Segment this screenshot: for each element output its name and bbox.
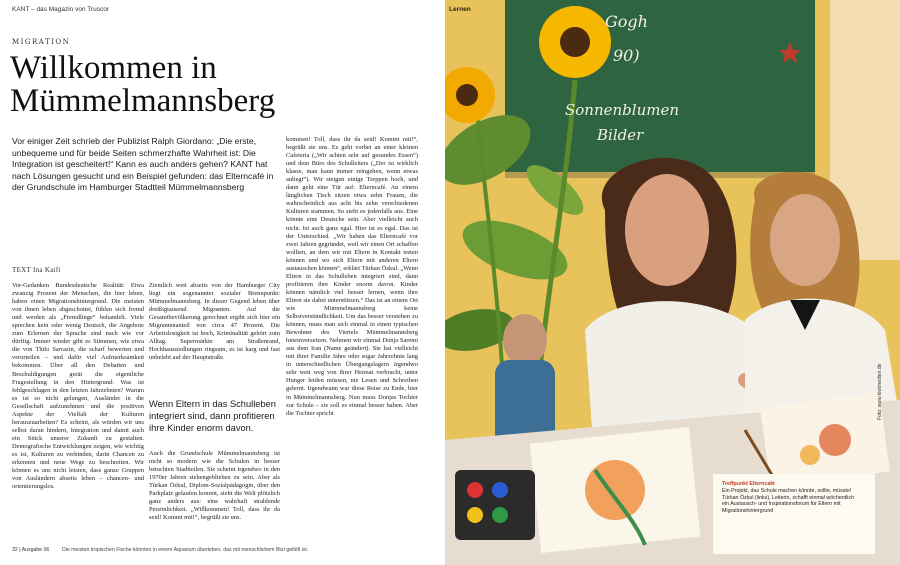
chalk-text-gogh: Gogh — [605, 12, 648, 31]
chalk-text-bilder: Bilder — [597, 126, 644, 144]
article-title: Willkommen in Mümmelmannsberg — [10, 50, 276, 119]
pull-quote: Wenn Eltern in das Schulleben integriert sind, dann profitieren ihre Kinder enorm davon. — [149, 399, 276, 433]
paint-palette — [455, 470, 535, 540]
section-label: MIGRATION — [12, 38, 71, 46]
child-head — [503, 314, 547, 366]
body-column-2: Ziemlich weit abseits von der Hamburger City liegt ein sogenannter sozialer Brennpunkt: Mümmelmannsberg. In dieser Gegend leben über dreißigtausend Migranten. Auf die Gesamtbevölkerung gerechnet ergibt sich hier ein Migrantenanteil von circa 47 Prozent. Die Arbeitslosigkeit ist hoch, Kriminalität gehört zum Alltag. Supermärkte am Straßenrand, Hochhaussiedlungen ringsum, es ist karg und fast unbelebt auf der Hauptstraße. — [149, 282, 280, 362]
woman-right-face — [770, 194, 840, 286]
right-page-photo — [445, 0, 900, 565]
chalk-text-sonnenblumen: Sonnenblumen — [565, 101, 679, 119]
lead-paragraph: Vor einiger Zeit schrieb der Publizist Ralph Giordano: „Die erste, unbequeme und für beide Seiten schmerzhafte Wahrheit ist: Die Integration ist gescheitert!“ Kann es auch anders gehen? KANT hat nach Lösungen gesucht und ein Beispiel gefunden: das Elterncafé in der Grundschule im Hamburger Stadtteil Mümmelmannsberg — [12, 136, 274, 193]
byline: TEXT Ina Kaifi — [12, 266, 61, 274]
left-page — [0, 0, 445, 565]
section-label-right: Lernen — [449, 6, 471, 13]
footer-fact: Die meisten tropischen Fische könnten in einem Aquarium überleben, das mit menschlichem Blut gefüllt ist. — [62, 547, 309, 553]
body-column-2-continued: Auch die Grundschule Mümmelmannsberg ist nicht so modern wie die Schulen in besser betuchten Stadtteilen. Sie scheint irgendwo in den 1970er Jahren stehengeblieben zu sein. Aber als Türkan Özkul, Diplom-Sozialpädagogin, über den Parkplatz gelaufen kommt, sieht die Welt plötzlich ganz anders aus: eine wahrhaft strahlende Persönlichkeit. „Willkommen! Toll, dass ihr da seid! Kommt mit!“, begrüßt sie uns. — [149, 450, 280, 522]
page-number: 32 | Ausgabe 06 — [12, 547, 50, 553]
photo-caption — [722, 481, 860, 515]
body-column-1: Vor-Gedanken Bundesdeutsche Realität: Etwa zwanzig Prozent der Menschen, die hier leben, haben einen Migrationshintergrund. Die meisten von ihnen leben abgeschottet, fühlen sich fremd und werden als „Fremdlinge“ behandelt. Viele sprechen kein oder wenig Deutsch, die Angebote zum Erlernen der Sprache sind nach wie vor dürftig. Immer wieder gibt es Stimmen, wie etwa die von Thilo Sarrazin, die scharf bewerten und verurteilen – und dafür viel Aufmerksamkeit bekommen. Über all den Debatten und Beschuldigungen gerät die eigentliche Fragestellung in den Hintergrund: Was ist fehlgeschlagen in den letzten Jahrzehnten? Warum es ist so nicht gelungen, Ausländer in die Gesellschaft aufzunehmen und die positiven Aspekte der Vielfalt der Kulturen herauszuarbeiten? Es scheint, als würden wir uns selbst daran hindern, Integration und damit auch ein Stück unserer Zukunft zu gestalten. Demografische Entwicklungen zeigen, wie wichtig es ist, Kulturen zu verbinden, darin Chancen zu erkennen und neue Wege zu beschreiten. Wir können es uns nicht leisten, dass ganze Gruppen von Ausländern abseits leben – chancen- und orientierungslos. — [12, 282, 144, 491]
running-head: KANT – das Magazin von Truscor — [12, 6, 110, 13]
caption-text: Ein Projekt, das Schule machen könnte, sollte, müsste! Türkan Özkul (links), Leiterin, schafft einmal wöchentlich ein Austausch- und Inspirationsforum für Eltern mit Migrationshintergrund — [722, 487, 855, 515]
woman-left-face — [625, 174, 709, 286]
caption-heading: Treffpunkt Elterncafé — [722, 481, 775, 487]
photo-credit: Foto: www.kiwimedien.de — [877, 363, 883, 420]
sunflower-large — [539, 6, 611, 78]
body-column-3: kommen! Toll, dass ihr da seid! Kommt mit!“, begrüßt sie uns. Es geht vorbei an einer kleinen Cafeteria („Wir achten sehr auf gesundes Essen“) und dem Büro des Schulleiters („Der ist wirklich klasse, man kann immer reingehen, wenn etwas anliegt“). Wir steigen einige Treppen hoch, und dann geht eine Tür auf: Elterncafé. An einem länglichen Tisch sitzen etwa zehn Frauen, die wahrscheinlich aus acht bis zehn verschiedenen Kulturen stammen. So sieht es jedenfalls aus. Eine könnte eine Deutsche sein. Aber vielleicht auch nicht. Ist auch ganz egal. Hier ist es egal. Das ist der Unterschied. „Wir haben das Elterncafé vor zwei Jahren gegründet, weil wir einen Ort schaffen wollten, an dem wir mit Eltern in Kontakt treten können und wo sich Eltern mit anderen Eltern austauschen können“, erklärt Türkan Özkul. „Wenn Eltern in das Schulleben integriert sind, dann profitieren ihre Kinder enorm davon. Kinder können nämlich viel besser lernen, wenn ihre Eltern sie dabei unterstützen.“ Das ist an einem Ort wie Mümmelmannsberg keine Selbstverständlichkeit. Um das besser verstehen zu können, muss man sich einmal in einen typischen Bewohner des Viertels Mümmelmannsberg hineinversetzen. Nehmen wir einmal Donja Saremi aus dem Iran (Name geändert). Sie hat vielleicht mit ihrer Familie Jahre oder sogar Jahrzehnte lang in unterschiedlichen Übergangslagern irgendwo sehr weit weg von ihrer Heimat verbracht, unter Hunger leiden müssen, nie Lesen und Schreiben gelernt. Irgendwann war diese Reise zu Ende, hier in Mümmelmannsberg. Nun muss Donjas Tochter zur Schule – sie soll es einmal besser haben. Aber die Tochter spricht — [286, 136, 418, 417]
chalk-text-90: 90) — [613, 46, 640, 65]
